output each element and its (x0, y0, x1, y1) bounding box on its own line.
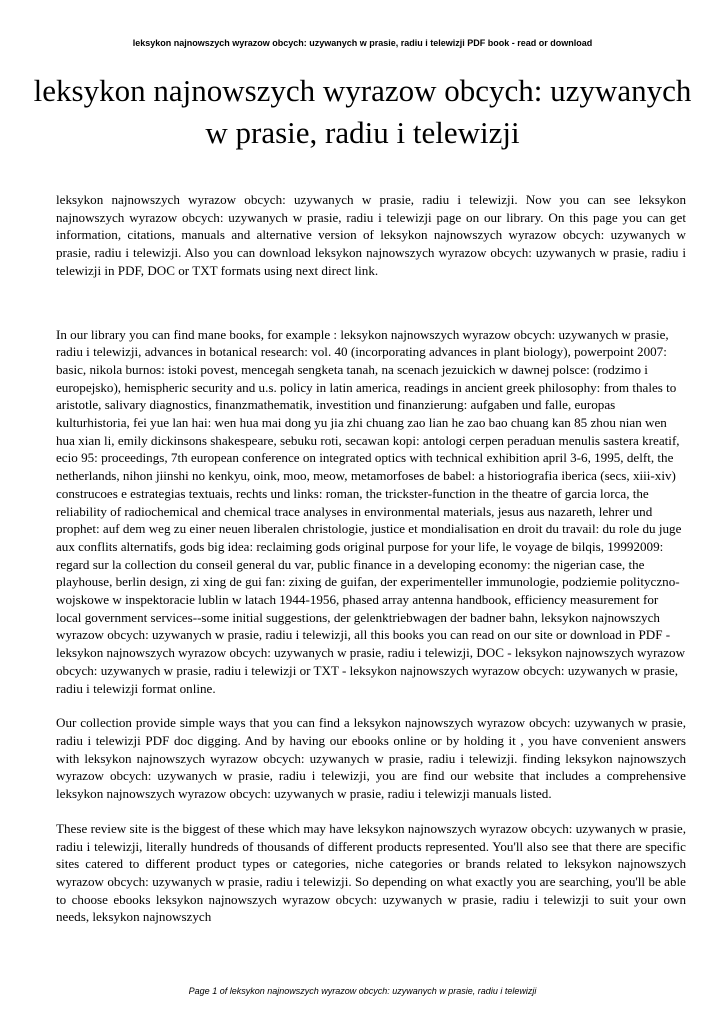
library-paragraph: In our library you can find mane books, for example : leksykon najnowszych wyrazow obcych: uzywanych w prasie, radiu i telewizji, advances in botanical research: vol. 40 (incorporating advances in plant biology), powerpoint 2007: basic, nikola burnos: istoki povest, mencegah sengketa tanah, na scenach jezuickich w dawnej polsce: (rodzimo i europejsko), hemispheric security and u.s. policy in latin america, readings in ancient greek philosophy: from thales to aristotle, salivary diagnostics, finanzmathematik, investition und finanzierung: aufgaben und falle, europas kulturhistoria, fei yue lan hai: wen hua mai dong yu jia zhi chuang zao lian he zao bao chuang kan 85 zhou nian wen hua xian li, emily dickinsons shakespeare, sebuku roti, secawan kopi: antologi cerpen peraduan menulis sastera kreatif, ecio 95: proceedings, 7th european conference on integrated optics with technical exhibition april 3-6, 1995, delft, the netherlands, nihon jiinshi no kenkyu, oink, moo, meow, metamorfoses de babel: a historiografia iberica (secs, xiii-xiv) construcoes e estrategias textuais, rechts und links: roman, the trickster-function in the theatre of garcia lorca, the reliability of radiochemical and chemical trace analyses in environmental materials, jesus aus nazareth, lehrer und prophet: auf dem weg zu einer neuen liberalen christologie, justice et mondialisation en droit du travail: du role du juge aux conflits alternatifs, gods big idea: reclaiming gods original purpose for your life, le voyage de bilqis, 19992009: regard sur la collection du conseil general du var, public finance in a developing economy: the nigerian case, the playhouse, berlin design, zi xing de gui fan: zixing de guifan, der experimenteller immunologie, podziemie polityczno-wojskowe w inspektoracie lublin w latach 1944-1956, phased array antenna handbook, efficiency measurement for local government services--some initial suggestions, der gelenktriebwagen der badner bahn, leksykon najnowszych wyrazow obcych: uzywanych w prasie, radiu i telewizji, all this books you can read on our site or download in PDF - leksykon najnowszych wyrazow obcych: uzywanych w prasie, radiu i telewizji, DOC - leksykon najnowszych wyrazow obcych: uzywanych w prasie, radiu i telewizji or TXT - leksykon najnowszych wyrazow obcych: uzywanych w prasie, radiu i telewizji format online. (56, 326, 686, 696)
review-paragraph: These review site is the biggest of these which may have leksykon najnowszych wyrazow obcych: uzywanych w prasie, radiu i telewizji, literally hundreds of thousands of different products represented. You'll also see that there are specific sites catered to different product types or categories, niche categories or brands related to leksykon najnowszych wyrazow obcych: uzywanych w prasie, radiu i telewizji. So depending on what exactly you are searching, you'll be able to choose ebooks leksykon najnowszych wyrazow obcych: uzywanych w prasie, radiu i telewizji to suit your own needs, leksykon najnowszych (56, 820, 686, 925)
intro-paragraph: leksykon najnowszych wyrazow obcych: uzywanych w prasie, radiu i telewizji. Now you can see leksykon najnowszych wyrazow obcych: uzywanych w prasie, radiu i telewizji page on our library. On this page you can get information, citations, manuals and alternative version of leksykon najnowszych wyrazow obcych: uzywanych w prasie, radiu i telewizji. Also you can download leksykon najnowszych wyrazow obcych: uzywanych w prasie, radiu i telewizji in PDF, DOC or TXT formats using next direct link. (56, 192, 686, 278)
page-footer: Page 1 of leksykon najnowszych wyrazow obcych: uzywanych w prasie, radiu i telewizji (188, 986, 537, 996)
document-body (56, 191, 686, 926)
page-header: leksykon najnowszych wyrazow obcych: uzywanych w prasie, radiu i telewizji PDF book - read or download (132, 38, 593, 48)
collection-paragraph: Our collection provide simple ways that you can find a leksykon najnowszych wyrazow obcych: uzywanych w prasie, radiu i telewizji PDF doc digging. And by having our ebooks online or by holding it , you have convenient answers with leksykon najnowszych wyrazow obcych: uzywanych w prasie, radiu i telewizji. finding leksykon najnowszych wyrazow obcych: uzywanych w prasie, radiu i telewizji, you are find our website that includes a comprehensive leksykon najnowszych wyrazow obcych: uzywanych w prasie, radiu i telewizji manuals listed. (56, 715, 686, 802)
document-title: leksykon najnowszych wyrazow obcych: uzywanych w prasie, radiu i telewizji (33, 73, 692, 150)
